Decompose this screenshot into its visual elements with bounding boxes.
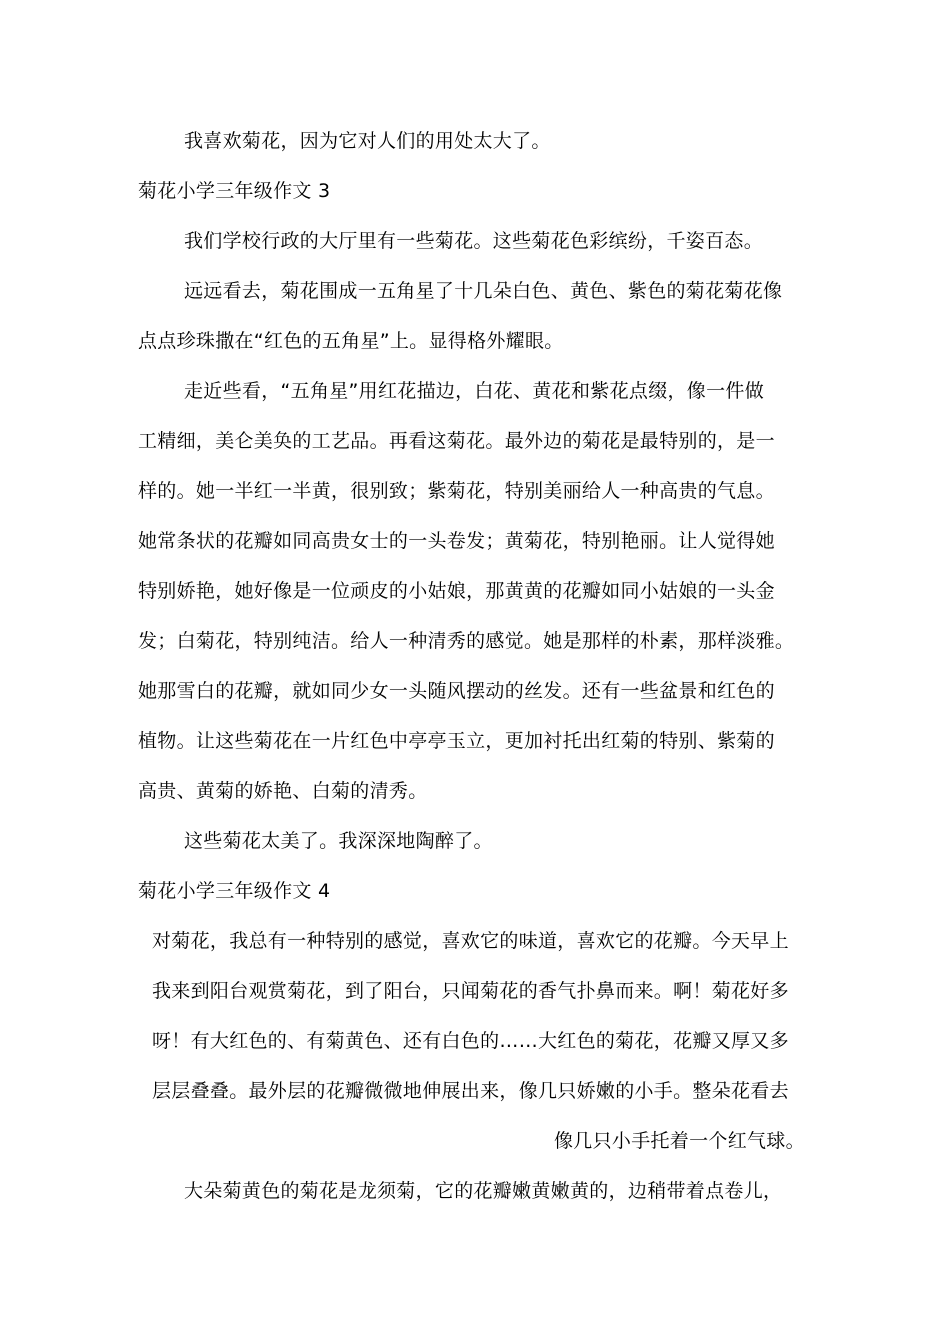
paragraph-line: 这些菊花太美了。我深深地陶醉了。 [184,830,493,852]
paragraph-line: 像几只小手托着一个红气球。 [554,1130,805,1152]
paragraph-line: 大朵菊黄色的菊花是龙须菊，它的花瓣嫩黄嫩黄的，边稍带着点卷儿， [184,1180,783,1202]
paragraph-line: 层层叠叠。最外层的花瓣微微地伸展出来，像几只娇嫩的小手。整朵花看去 [152,1080,789,1102]
paragraph-line: 样的。她一半红一半黄，很别致；紫菊花，特别美丽给人一种高贵的气息。 [138,480,775,502]
paragraph-line: 她那雪白的花瓣，就如同少女一头随风摆动的丝发。还有一些盆景和红色的 [138,680,775,702]
section-heading: 菊花小学三年级作文 3 [138,180,331,202]
paragraph-line: 远远看去，菊花围成一五角星了十几朵白色、黄色、紫色的菊花菊花像 [184,280,783,302]
paragraph-line: 工精细，美仑美奂的工艺品。再看这菊花。最外边的菊花是最特别的，是一 [138,430,775,452]
paragraph-line: 我们学校行政的大厅里有一些菊花。这些菊花色彩缤纷，千姿百态。 [184,230,764,252]
paragraph-line: 呀！有大红色的、有菊黄色、还有白色的……大红色的菊花，花瓣又厚又多 [152,1030,789,1052]
paragraph-line: 我来到阳台观赏菊花，到了阳台，只闻菊花的香气扑鼻而来。啊！菊花好多 [152,980,789,1002]
paragraph-line: 走近些看，“五角星”用红花描边，白花、黄花和紫花点缀，像一件做 [184,380,764,402]
paragraph-line: 她常条状的花瓣如同高贵女士的一头卷发；黄菊花，特别艳丽。让人觉得她 [138,530,775,552]
paragraph-line: 高贵、黄菊的娇艳、白菊的清秀。 [138,780,428,802]
paragraph-line: 发；白菊花，特别纯洁。给人一种清秀的感觉。她是那样的朴素，那样淡雅。 [138,630,795,652]
paragraph-line: 植物。让这些菊花在一片红色中亭亭玉立，更加衬托出红菊的特别、紫菊的 [138,730,775,752]
section-heading: 菊花小学三年级作文 4 [138,880,331,902]
paragraph-line: 我喜欢菊花，因为它对人们的用处太大了。 [184,130,551,152]
paragraph-line: 特别娇艳，她好像是一位顽皮的小姑娘，那黄黄的花瓣如同小姑娘的一头金 [138,580,775,602]
paragraph-line: 点点珍珠撒在“红色的五角星”上。显得格外耀眼。 [138,330,564,352]
paragraph-line: 对菊花，我总有一种特别的感觉，喜欢它的味道，喜欢它的花瓣。今天早上 [152,930,789,952]
